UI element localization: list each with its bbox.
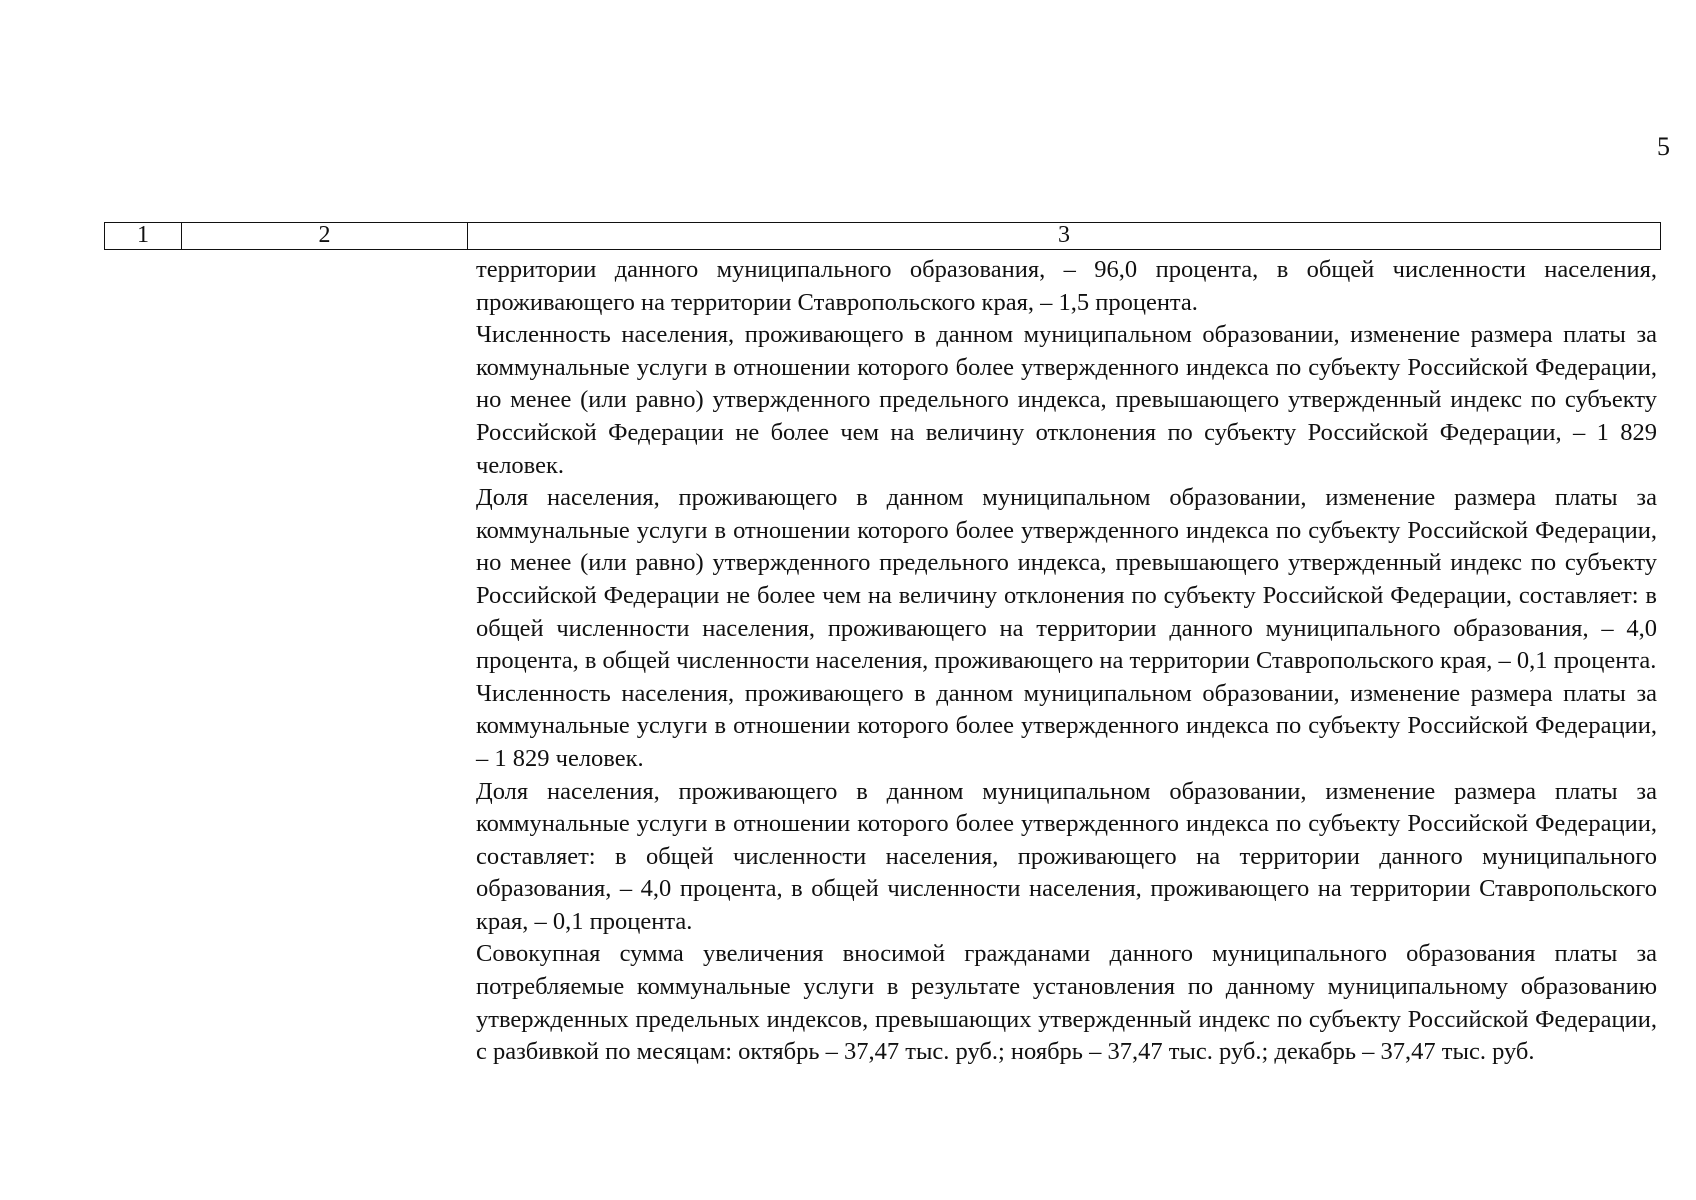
paragraph-population-share-above-index: Доля населения, проживающего в данном муниципальном образовании, изменение размера платы за коммунальные услуги в отношении которого более утвержденного индекса по субъекту Российской Федерации, составляет: в общей численности населения, проживающего на территории данного муниципального образования, – 4,0 процента, в общей численности населения, проживающего на территории Ставропольского края, – 0,1 процента. xyxy=(476,777,1657,935)
column-header-1: 1 xyxy=(105,223,182,249)
column-header-2: 2 xyxy=(182,223,468,249)
paragraph-share-population-continued: территории данного муниципального образования, – 96,0 процента, в общей численности населения, проживающего на территории Ставропольского края, – 1,5 процента. xyxy=(476,256,1657,316)
page-number: 5 xyxy=(1657,132,1670,161)
table-column-3-content xyxy=(476,254,1657,1069)
paragraph-population-count-within-deviation: Численность населения, проживающего в данном муниципальном образовании, изменение размера платы за коммунальные услуги в отношении которого более утвержденного индекса по субъекту Российской Федерации, но менее (или равно) утвержденного предельного индекса, превышающего утвержденный индекс по субъекту Российской Федерации не более чем на величину отклонения по субъекту Российской Федерации, – 1 829 человек. xyxy=(476,321,1657,479)
paragraph-population-share-within-deviation: Доля населения, проживающего в данном муниципальном образовании, изменение размера платы за коммунальные услуги в отношении которого более утвержденного индекса по субъекту Российской Федерации, но менее (или равно) утвержденного предельного индекса, превышающего утвержденный индекс по субъекту Российской Федерации не более чем на величину отклонения по субъекту Российской Федерации, составляет: в общей численности населения, проживающего на территории данного муниципального образования, – 4,0 процента, в общей численности населения, проживающего на территории Ставропольского края, – 0,1 процента. xyxy=(476,484,1657,675)
table-header-row xyxy=(104,222,1661,250)
column-header-3: 3 xyxy=(1058,222,1070,248)
paragraph-population-count-above-index: Численность населения, проживающего в данном муниципальном образовании, изменение размера платы за коммунальные услуги в отношении которого более утвержденного индекса по субъекту Российской Федерации, – 1 829 человек. xyxy=(476,679,1657,772)
paragraph-total-payment-increase: Совокупная сумма увеличения вносимой гражданами данного муниципального образования платы за потребляемые коммунальные услуги в результате установления по данному муниципальному образованию утвержденных предельных индексов, превышающих утвержденный индекс по субъекту Российской Федерации, с разбивкой по месяцам: октябрь – 37,47 тыс. руб.; ноябрь – 37,47 тыс. руб.; декабрь – 37,47 тыс. руб. xyxy=(476,940,1657,1066)
